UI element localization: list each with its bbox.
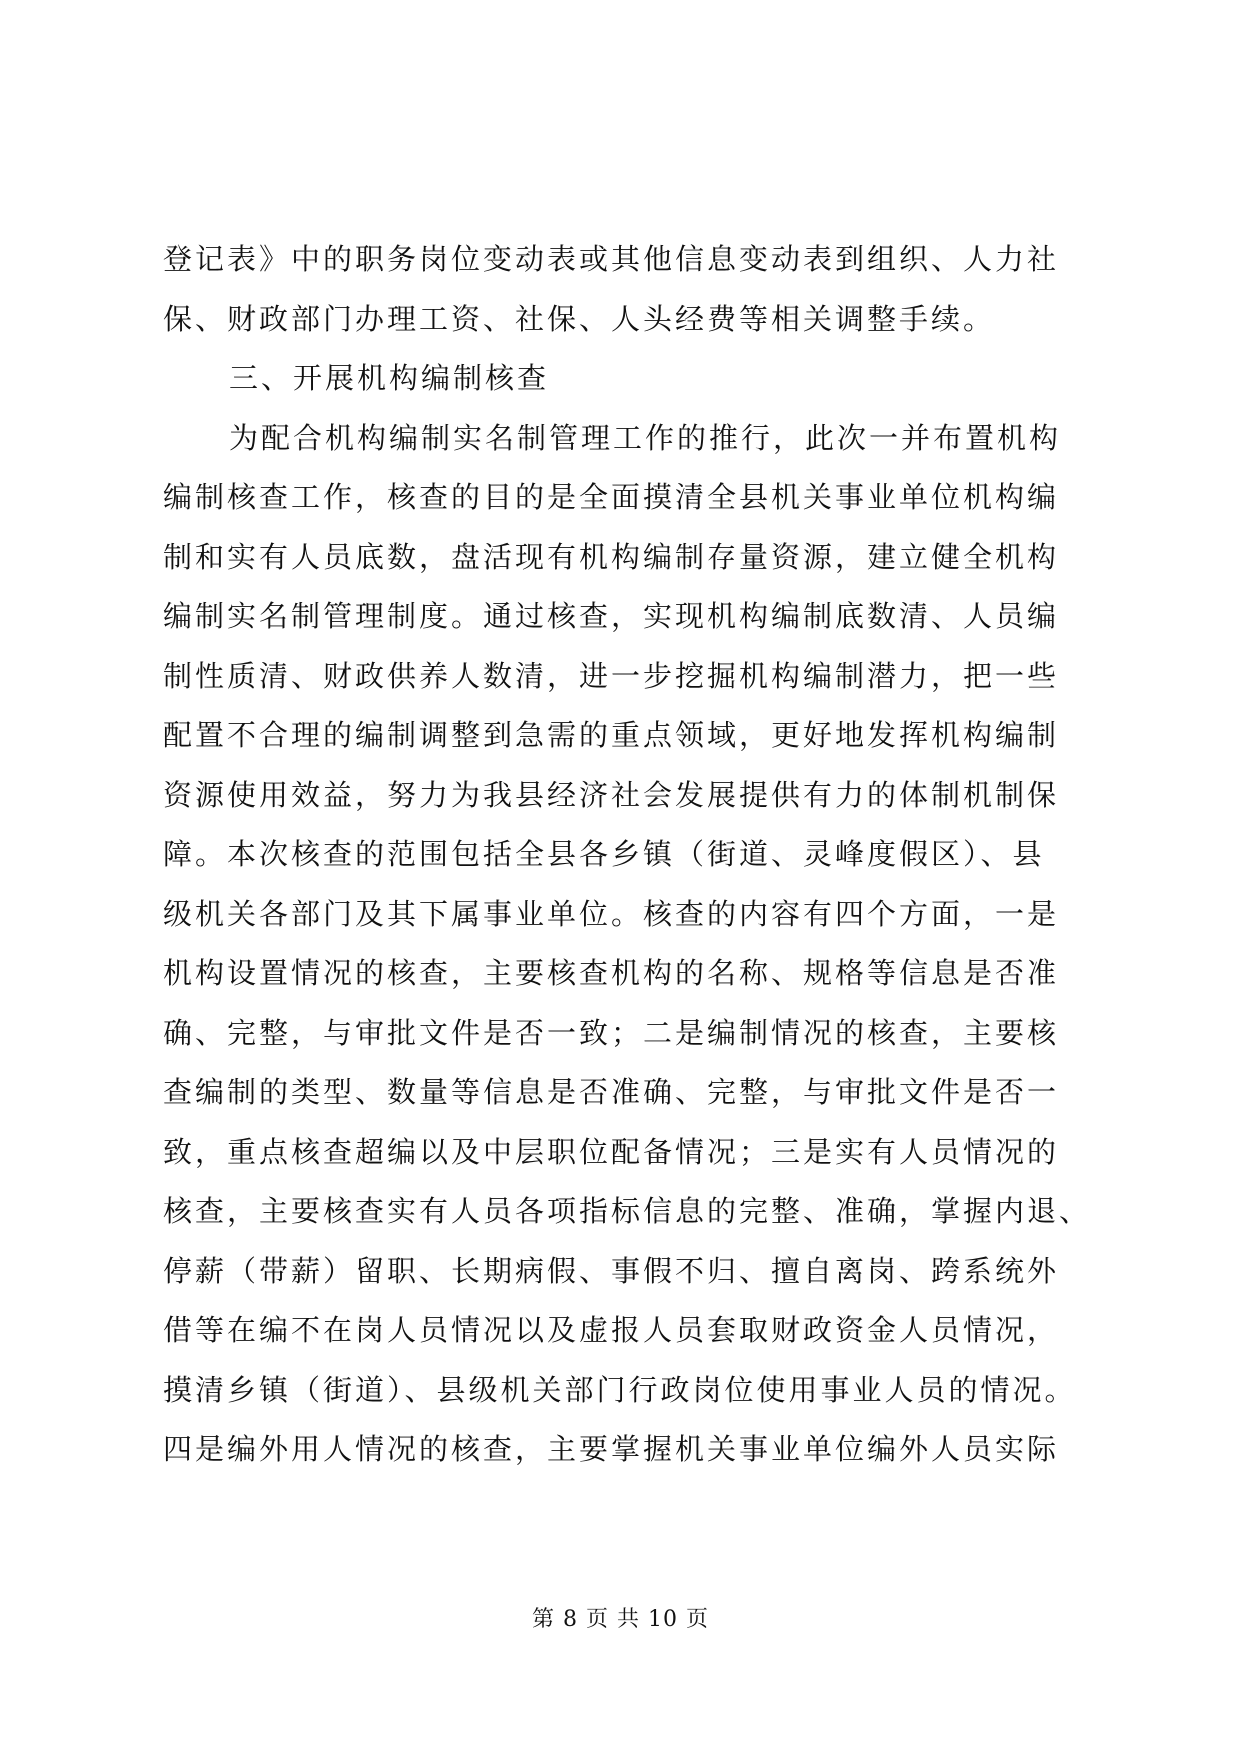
text-line: 四是编外用人情况的核查，主要掌握机关事业单位编外人员实际 (163, 1432, 1060, 1466)
text-line: 致，重点核查超编以及中层职位配备情况；三是实有人员情况的 (163, 1134, 1060, 1169)
text-line: 保、财政部门办理工资、社保、人头经费等相关调整手续。 (163, 301, 996, 336)
text-line: 登记表》中的职务岗位变动表或其他信息变动表到组织、人力社 (163, 242, 1060, 276)
text-line: 为配合机构编制实名制管理工作的推行，此次一并布置机构 (229, 420, 1062, 455)
text-line: 编制实名制管理制度。通过核查，实现机构编制底数清、人员编 (163, 599, 1060, 633)
text-line: 借等在编不在岗人员情况以及虚报人员套取财政资金人员情况， (163, 1313, 1060, 1347)
text-line: 摸清乡镇（街道）、县级机关部门行政岗位使用事业人员的情况。 (163, 1372, 1077, 1407)
document-body (163, 230, 1092, 1480)
text-line: 制和实有人员底数，盘活现有机构编制存量资源，建立健全机构 (163, 539, 1060, 574)
text-line: 资源使用效益，努力为我县经济社会发展提供有力的体制机制保 (163, 777, 1060, 812)
text-line: 制性质清、财政供养人数清，进一步挖掘机构编制潜力，把一些 (163, 658, 1060, 693)
text-line: 查编制的类型、数量等信息是否准确、完整，与审批文件是否一 (163, 1075, 1060, 1109)
text-line: 障。本次核查的范围包括全县各乡镇（街道、灵峰度假区）、县 (163, 837, 1045, 871)
text-line: 机构设置情况的核查，主要核查机构的名称、规格等信息是否准 (163, 956, 1060, 990)
text-line: 核查，主要核查实有人员各项指标信息的完整、准确，掌握内退、 (163, 1194, 1092, 1228)
text-line: 编制核查工作，核查的目的是全面摸清全县机关事业单位机构编 (163, 480, 1060, 514)
text-line: 级机关各部门及其下属事业单位。核查的内容有四个方面，一是 (163, 896, 1060, 931)
text-line: 确、完整，与审批文件是否一致；二是编制情况的核查，主要核 (163, 1015, 1060, 1050)
text-line: 停薪（带薪）留职、长期病假、事假不归、擅自离岗、跨系统外 (163, 1253, 1060, 1288)
page-number-footer: 第 8 页 共 10 页 (532, 1607, 709, 1632)
text-line: 配置不合理的编制调整到急需的重点领域，更好地发挥机构编制 (163, 718, 1060, 752)
section-heading: 三、开展机构编制核查 (229, 361, 550, 395)
